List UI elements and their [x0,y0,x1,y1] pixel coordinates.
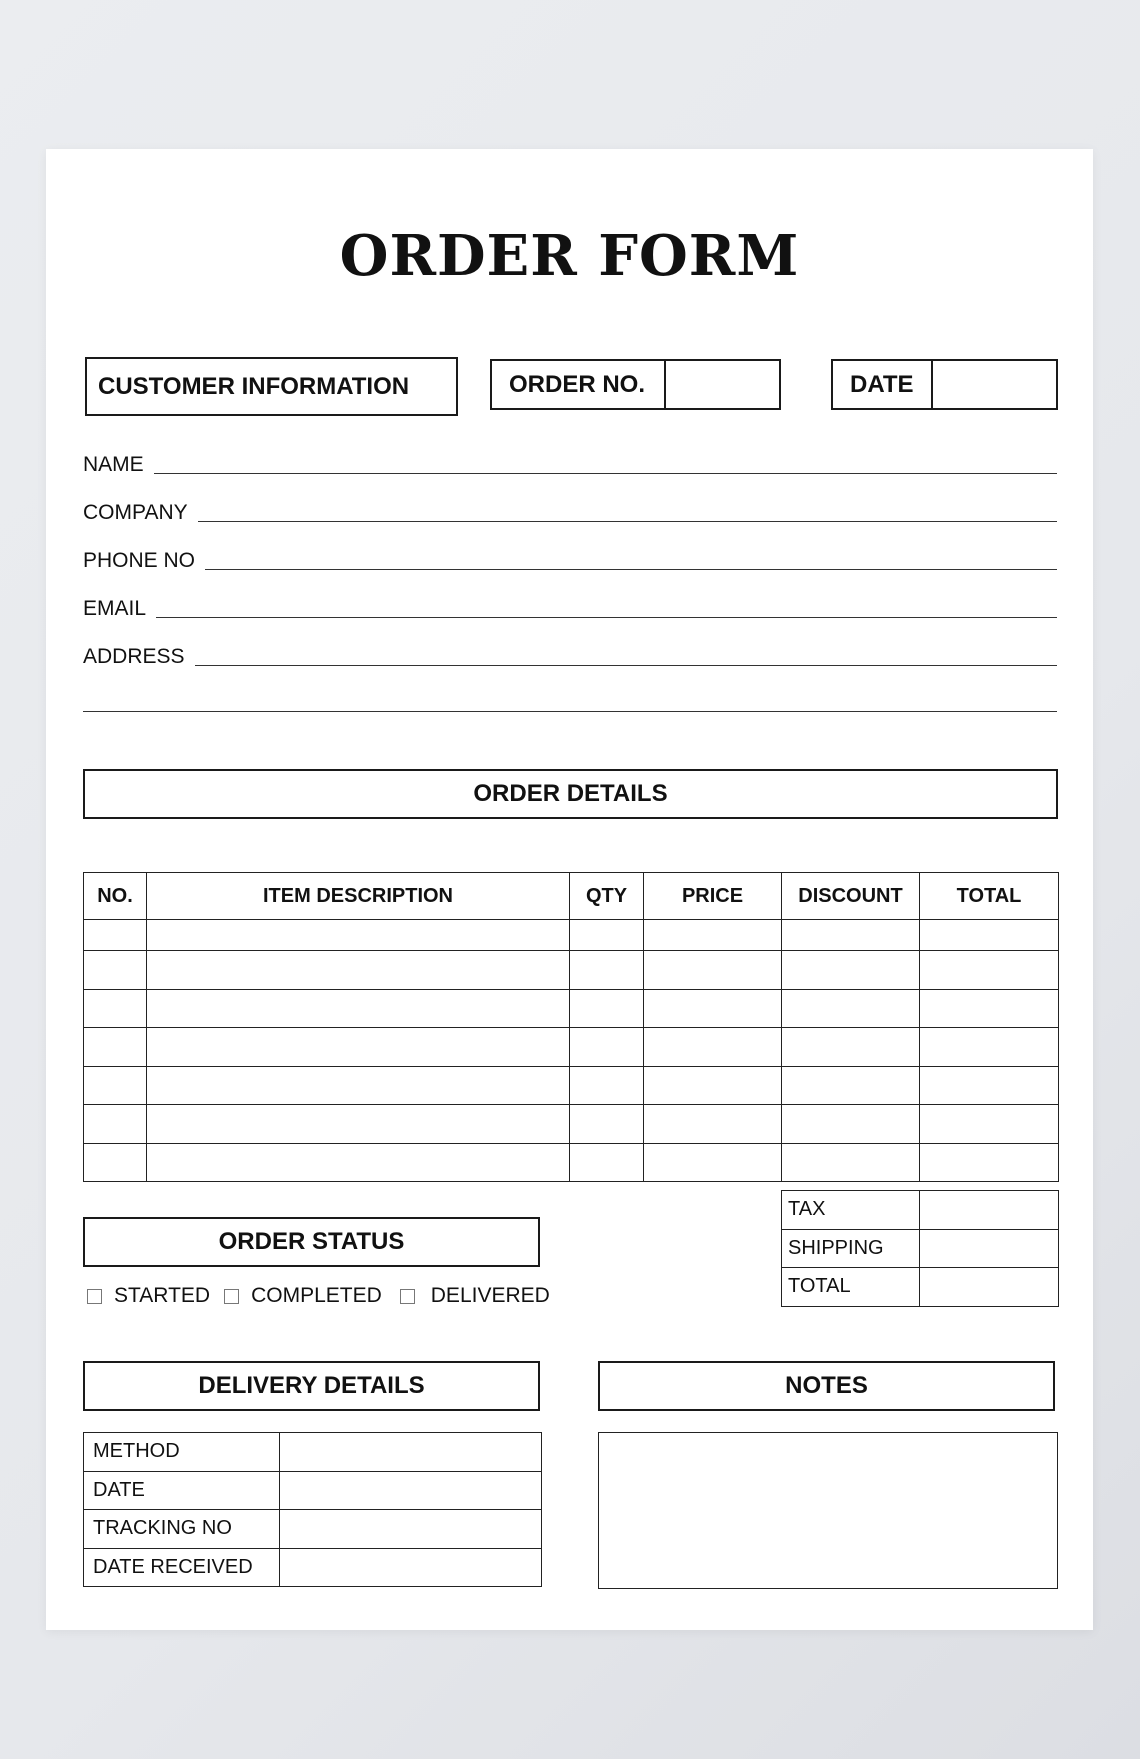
customer-information-label: CUSTOMER INFORMATION [98,372,410,400]
col-header-discount: DISCOUNT [782,873,920,920]
col-header-price: PRICE [644,873,782,920]
date-field[interactable] [933,361,1056,408]
table-cell[interactable] [147,1028,570,1067]
col-header-no: NO. [84,873,147,920]
table-cell[interactable] [782,920,920,951]
table-cell[interactable] [782,1143,920,1182]
name-label: NAME [83,453,144,476]
address-line-2[interactable] [83,711,1057,712]
phone-field-row [83,550,1057,572]
notes-header [598,1361,1055,1411]
table-cell[interactable] [644,1105,782,1144]
table-cell[interactable] [570,1066,644,1105]
table-cell[interactable] [147,951,570,990]
table-cell[interactable] [84,1143,147,1182]
table-row [84,1143,1059,1182]
order-details-heading: ORDER DETAILS [473,780,668,807]
delivery-details-header [83,1361,540,1411]
table-row [84,1028,1059,1067]
email-line[interactable] [156,616,1057,618]
table-cell[interactable] [147,1143,570,1182]
order-form-sheet [46,149,1093,1630]
table-cell[interactable] [782,1105,920,1144]
address-field-row [83,646,1057,668]
date-box [831,359,1058,410]
table-cell[interactable] [147,1105,570,1144]
total-value-cell[interactable] [920,1268,1059,1307]
summary-table [781,1190,1059,1307]
date-received-value-cell[interactable] [280,1548,542,1587]
tax-value-cell[interactable] [920,1191,1059,1230]
table-cell[interactable] [84,920,147,951]
address-line[interactable] [195,664,1057,666]
table-cell[interactable] [84,1105,147,1144]
order-no-box [490,359,781,410]
status-option-delivered[interactable] [400,1284,550,1308]
table-cell[interactable] [644,989,782,1028]
phone-line[interactable] [205,568,1057,570]
delivery-date-label: DATE [84,1471,280,1510]
email-label: EMAIL [83,597,147,620]
table-cell[interactable] [570,1143,644,1182]
table-cell[interactable] [644,951,782,990]
total-label: TOTAL [782,1268,920,1307]
order-no-field[interactable] [666,361,779,408]
table-row [84,951,1059,990]
table-cell[interactable] [920,989,1059,1028]
table-row [84,989,1059,1028]
method-label: METHOD [84,1433,280,1472]
method-value-cell[interactable] [280,1433,542,1472]
order-status-heading: ORDER STATUS [218,1228,405,1255]
table-cell[interactable] [920,1028,1059,1067]
col-header-total: TOTAL [920,873,1059,920]
completed-checkbox[interactable] [224,1289,239,1304]
date-received-label: DATE RECEIVED [84,1548,280,1587]
order-status-options [87,1281,557,1311]
table-row [84,1066,1059,1105]
table-row [84,1105,1059,1144]
table-cell[interactable] [920,1105,1059,1144]
status-option-completed[interactable] [224,1284,382,1308]
email-field-row [83,598,1057,620]
page-title: ORDER FORM [339,223,800,289]
table-cell[interactable] [782,989,920,1028]
completed-label: COMPLETED [251,1284,382,1307]
tax-label: TAX [782,1191,920,1230]
table-cell[interactable] [782,1066,920,1105]
table-cell[interactable] [782,951,920,990]
table-row [84,920,1059,951]
table-cell[interactable] [782,1028,920,1067]
table-cell[interactable] [147,920,570,951]
table-cell[interactable] [644,1028,782,1067]
phone-label: PHONE NO [83,549,196,572]
table-cell[interactable] [920,1066,1059,1105]
table-cell[interactable] [644,920,782,951]
table-cell[interactable] [147,1066,570,1105]
order-status-header [83,1217,540,1267]
table-cell[interactable] [570,1028,644,1067]
delivered-checkbox[interactable] [400,1289,415,1304]
company-field-row [83,502,1057,524]
table-cell[interactable] [570,951,644,990]
delivery-date-value-cell[interactable] [280,1471,542,1510]
notes-heading: NOTES [785,1372,868,1399]
name-field-row [83,454,1057,476]
table-cell[interactable] [570,989,644,1028]
company-line[interactable] [198,520,1057,522]
table-cell[interactable] [84,1066,147,1105]
delivered-label: DELIVERED [430,1284,550,1307]
table-cell[interactable] [644,1143,782,1182]
date-label: DATE [833,361,933,408]
table-cell[interactable] [84,951,147,990]
table-cell[interactable] [84,989,147,1028]
started-checkbox[interactable] [87,1289,102,1304]
table-cell[interactable] [644,1066,782,1105]
table-cell[interactable] [147,989,570,1028]
tracking-no-label: TRACKING NO [84,1510,280,1549]
order-details-header [83,769,1058,819]
tracking-no-value-cell[interactable] [280,1510,542,1549]
customer-information-header [85,357,458,416]
address-label: ADDRESS [83,645,185,668]
notes-box[interactable] [598,1432,1058,1589]
table-cell[interactable] [84,1028,147,1067]
table-cell[interactable] [570,1105,644,1144]
table-cell[interactable] [920,1143,1059,1182]
table-cell[interactable] [920,951,1059,990]
order-details-table [83,872,1059,1182]
table-cell[interactable] [920,920,1059,951]
order-no-label: ORDER NO. [492,361,666,408]
company-label: COMPANY [83,501,188,524]
status-option-started[interactable] [87,1284,210,1308]
shipping-value-cell[interactable] [920,1229,1059,1268]
col-header-qty: QTY [570,873,644,920]
delivery-details-table [83,1432,542,1587]
col-header-description: ITEM DESCRIPTION [147,873,570,920]
shipping-label: SHIPPING [782,1229,920,1268]
name-line[interactable] [154,472,1057,474]
started-label: STARTED [114,1284,211,1307]
table-cell[interactable] [570,920,644,951]
delivery-details-heading: DELIVERY DETAILS [198,1372,425,1399]
